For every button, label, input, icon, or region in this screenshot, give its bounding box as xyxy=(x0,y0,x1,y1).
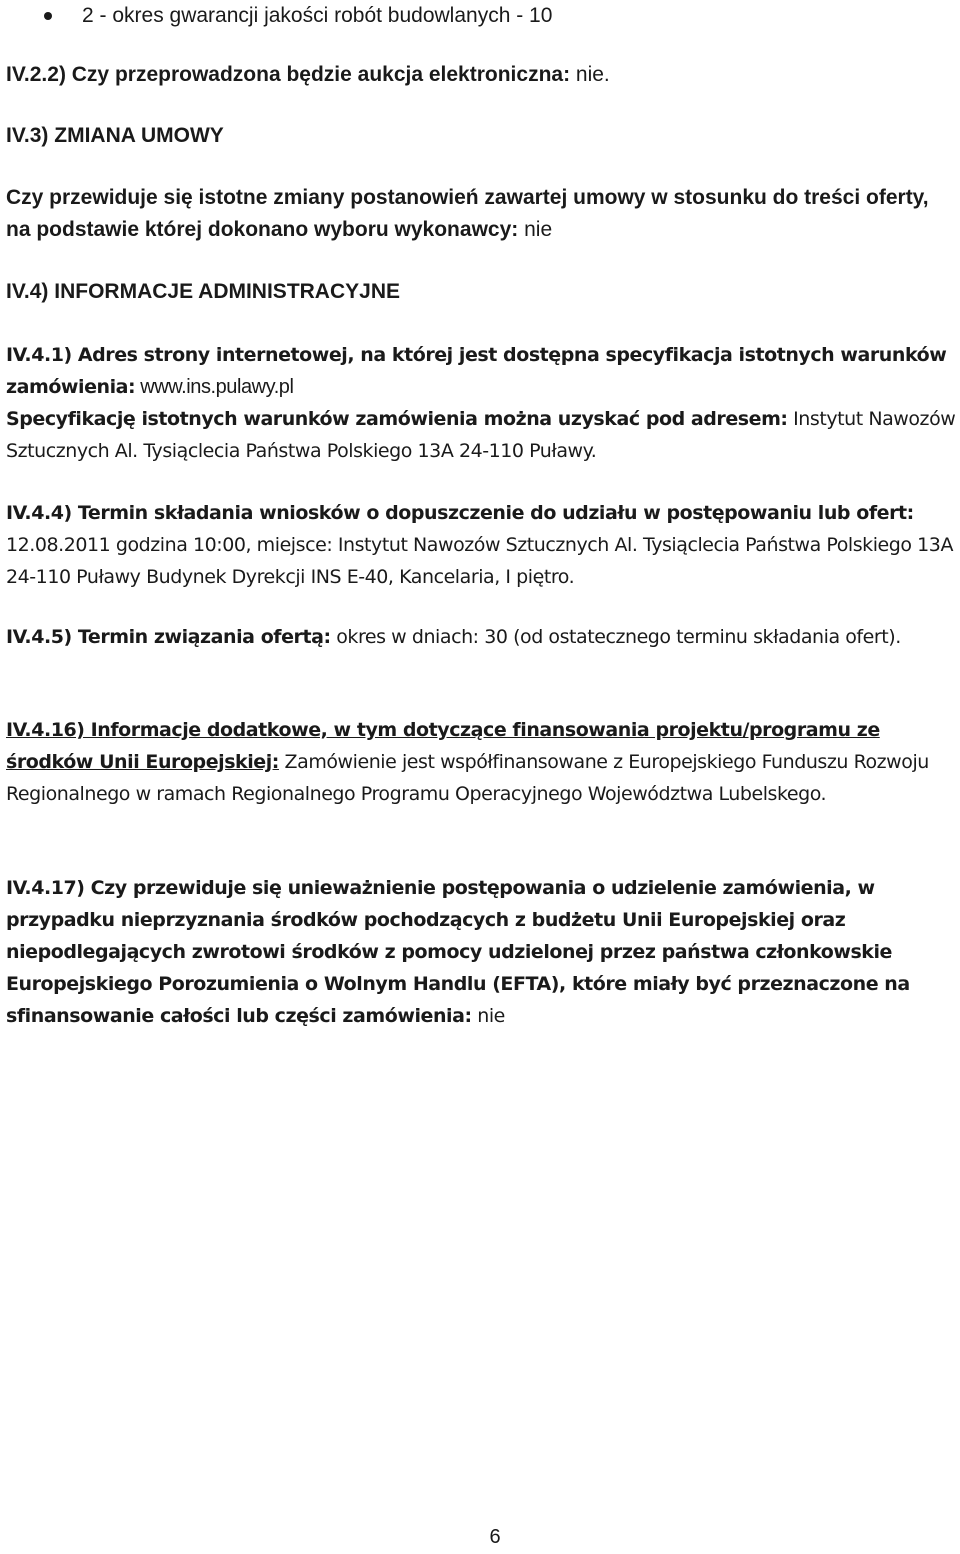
section-iv-4-heading: IV.4) INFORMACJE ADMINISTRACYJNE xyxy=(6,280,400,303)
section-iv-4-17 xyxy=(6,872,956,1032)
section-label: Czy przewiduje się istotne zmiany postanowień zawartej umowy w stosunku do treści oferty, na podstawie której dokonano wyboru wykonawcy: xyxy=(6,186,929,241)
section-iv-4-1 xyxy=(6,339,956,467)
bullet-list-item xyxy=(0,0,960,32)
section-value: nie xyxy=(471,1005,505,1027)
section-value: nie. xyxy=(570,63,610,86)
section-label: IV.4.5) Termin związania ofertą: xyxy=(6,626,331,648)
section-iv-3-heading: IV.3) ZMIANA UMOWY xyxy=(6,124,224,147)
section-label: IV.2.2) Czy przeprowadzona będzie aukcja elektroniczna: xyxy=(6,63,571,86)
section-iv-4-4 xyxy=(6,497,956,593)
section-label: IV.4.4) Termin składania wniosków o dopuszczenie do udziału w postępowaniu lub ofert: xyxy=(6,502,914,524)
section-value: nie xyxy=(518,218,553,241)
section-value: okres w dniach: 30 (od ostatecznego terminu składania ofert). xyxy=(330,626,901,648)
section-value: 12.08.2011 godzina 10:00, miejsce: Instytut Nawozów Sztucznych Al. Tysiąclecia Państwa Polskiego 13A 24-110 Puławy Budynek Dyrekcji INS E-40, Kancelaria, I piętro. xyxy=(6,534,953,588)
section-value: Zamówienie jest współfinansowane z Europejskiego Funduszu Rozwoju Regionalnego w ramach Regionalnego Programu Operacyjnego Województwa Lubelskego. xyxy=(6,751,929,805)
section-iv-4-16 xyxy=(6,714,956,810)
section-label: IV.4.17) Czy przewiduje się unieważnienie postępowania o udzielenie zamówienia, w przypadku nieprzyznania środków pochodzących z budżetu Unii Europejskiej oraz niepodlegających zwrotowi środków z pomocy udzielonej przez państwa członkowskie Europejskiego Porozumienia o Wolnym Handlu (EFTA), które miały być przeznaczone na sfinansowanie całości lub części zamówienia: xyxy=(6,877,910,1027)
section-label: IV.4.1) Adres strony internetowej, na której jest dostępna specyfikacja istotnych warunków zamówienia: xyxy=(6,344,947,398)
section-iv-3-question xyxy=(6,182,951,246)
page-number: 6 xyxy=(489,1526,501,1548)
section-iv-2-2 xyxy=(6,59,956,91)
section-label: IV.4.16) Informacje dodatkowe, w tym dotyczące finansowania projektu/programu ze środków Unii Europejskiej: xyxy=(6,719,880,773)
bullet-icon xyxy=(44,12,52,20)
website-url: www.ins.pulawy.pl xyxy=(135,376,294,398)
section-label-2: Specyfikację istotnych warunków zamówienia można uzyskać pod adresem: xyxy=(6,408,788,430)
bullet-item-text: 2 - okres gwarancji jakości robót budowlanych - 10 xyxy=(82,4,553,27)
section-value-2: Instytut Nawozów Sztucznych Al. Tysiąclecia Państwa Polskiego 13A 24-110 Puławy. xyxy=(6,408,956,462)
section-iv-4-5 xyxy=(6,621,956,653)
